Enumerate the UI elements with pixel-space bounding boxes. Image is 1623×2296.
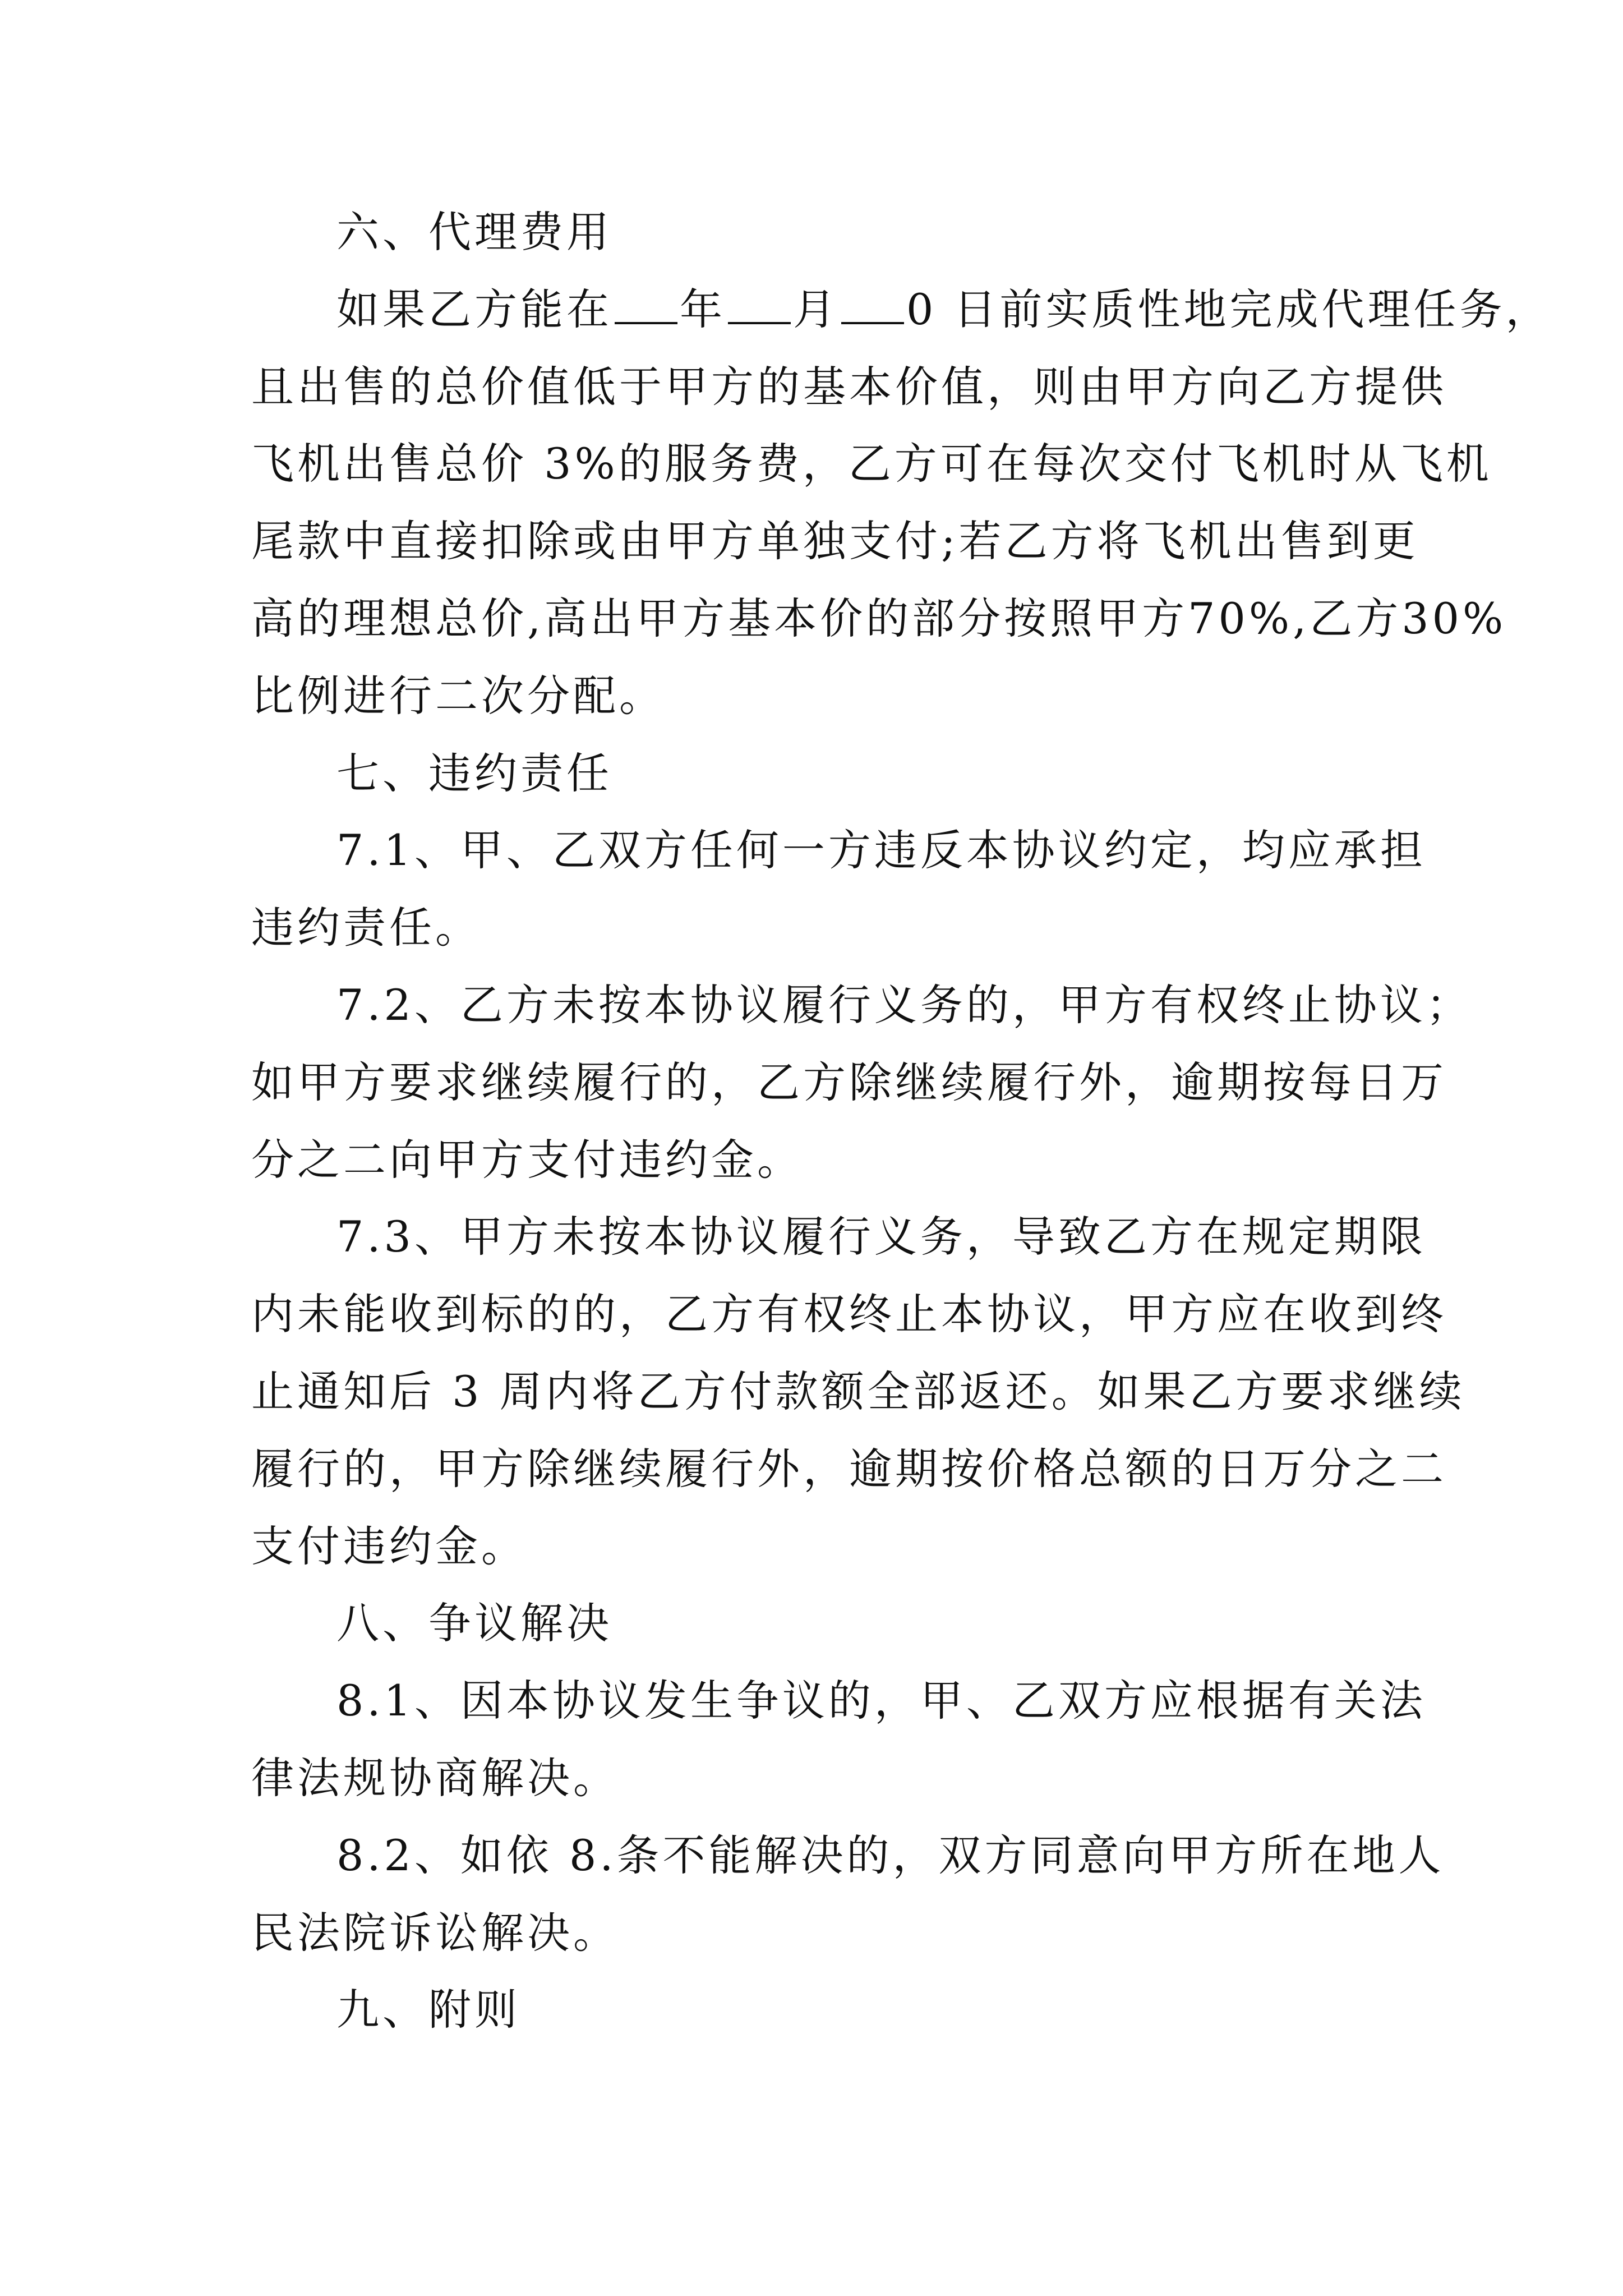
- text-fragment: 年: [680, 284, 726, 334]
- paragraph-line: 支付违约金。: [251, 1521, 527, 1571]
- paragraph-line: 高的理想总价,高出甲方基本价的部分按照甲方70%,乙方30%: [251, 593, 1507, 643]
- year-blank: [615, 288, 677, 324]
- paragraph-line: 尾款中直接扣除或由甲方单独支付;若乙方将飞机出售到更: [251, 516, 1419, 567]
- section-heading-dispute-resolution: 八、争议解决: [336, 1598, 612, 1649]
- month-blank: [728, 288, 791, 324]
- clause-8-1: 8.1、因本协议发生争议的，甲、乙双方应根据有关法: [336, 1676, 1426, 1726]
- paragraph-line: 民法院诉讼解决。: [251, 1907, 619, 1958]
- text-fragment: 如果乙方能在: [336, 284, 612, 334]
- paragraph-line: 如甲方要求继续履行的，乙方除继续履行外，逾期按每日万: [251, 1057, 1447, 1107]
- day-blank: [841, 288, 904, 324]
- paragraph-line: 履行的，甲方除继续履行外，逾期按价格总额的日万分之二: [251, 1443, 1447, 1494]
- paragraph-line: 内未能收到标的的，乙方有权终止本协议，甲方应在收到终: [251, 1289, 1447, 1340]
- paragraph-line: 律法规协商解决。: [251, 1752, 619, 1803]
- section-heading-supplementary: 九、附则: [336, 1985, 520, 2035]
- paragraph-line: 分之二向甲方支付违约金。: [251, 1134, 803, 1185]
- document-page: [251, 194, 1552, 2049]
- paragraph-line: 比例进行二次分配。: [251, 670, 665, 721]
- paragraph-line: 飞机出售总价 3%的服务费，乙方可在每次交付飞机时从飞机: [251, 439, 1492, 489]
- text-fragment: 0 日前实质性地完成代理任务，: [906, 284, 1552, 334]
- text-fragment: 月: [793, 284, 839, 334]
- section-heading-agency-fee: 六、代理费用: [336, 207, 612, 257]
- clause-7-2: 7.2、乙方未按本协议履行义务的，甲方有权终止协议；: [336, 979, 1472, 1030]
- clause-7-1: 7.1、甲、乙双方任何一方违反本协议约定，均应承担: [336, 825, 1426, 876]
- clause-7-3: 7.3、甲方未按本协议履行义务，导致乙方在规定期限: [336, 1212, 1426, 1262]
- paragraph-line: [251, 271, 1552, 348]
- paragraph-line: 违约责任。: [251, 903, 481, 953]
- clause-8-2: 8.2、如依 8.条不能解决的，双方同意向甲方所在地人: [336, 1830, 1445, 1880]
- paragraph-line: 止通知后 3 周内将乙方付款额全部返还。如果乙方要求继续: [251, 1366, 1465, 1416]
- section-heading-breach-liability: 七、违约责任: [336, 748, 612, 798]
- paragraph-line: 且出售的总价值低于甲方的基本价值，则由甲方向乙方提供: [251, 361, 1447, 412]
